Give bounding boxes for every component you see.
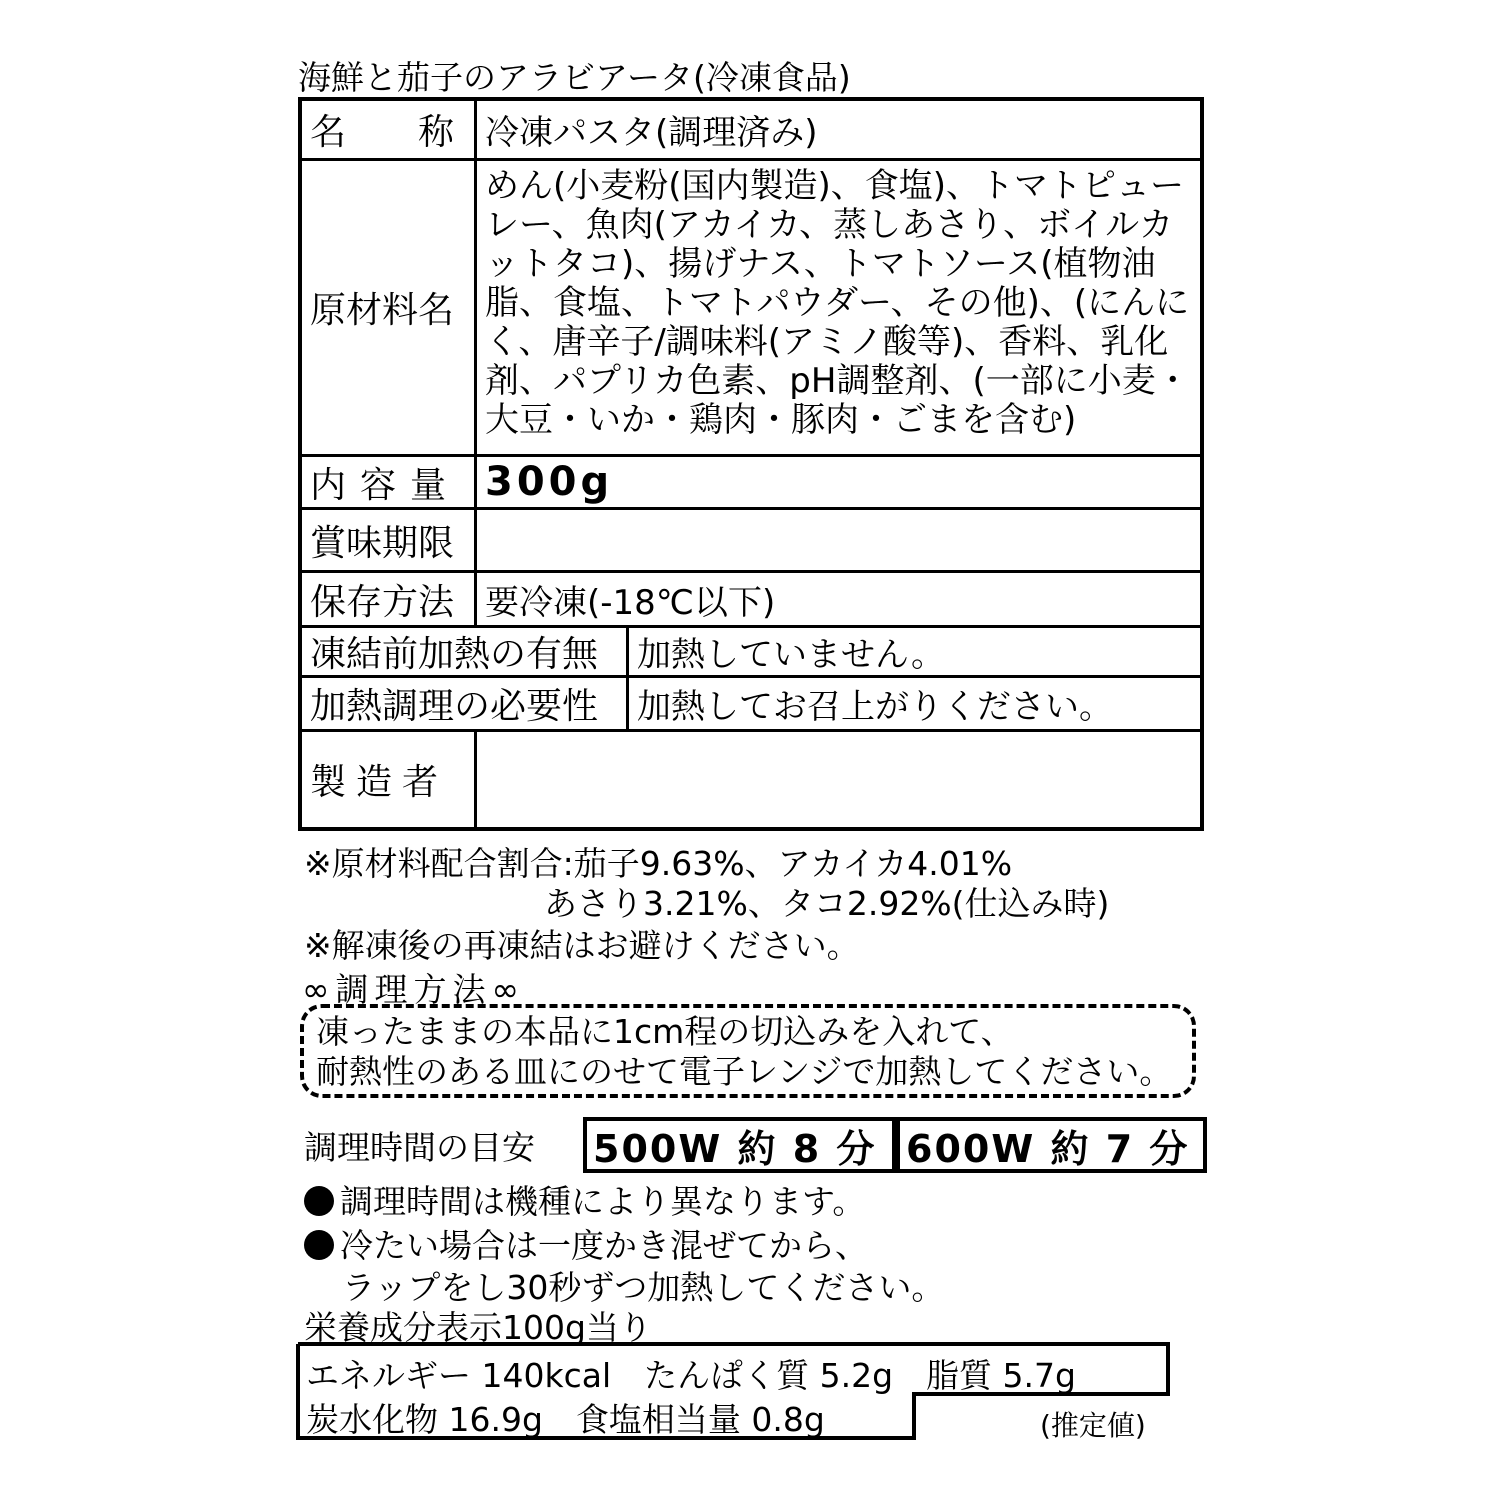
spec-value-ingredients: めん(小麦粉(国内製造)、食塩)、トマトピューレー、魚肉(アカイカ、蒸しあさり、ボイルカットタコ)、揚げナス、トマトソース(植物油脂、食塩、トマトパウダー、その他)、(にんにく、唐辛子/調味料(アミノ酸等)、香料、乳化剤、パプリカ色素、pH調整剤、(一部に小麦・大豆・いか・鶏肉・豚肉・ごまを含む) <box>485 166 1190 440</box>
cook-time-label: 調理時間の目安 <box>304 1128 535 1167</box>
spec-label-storage: 保存方法 <box>302 573 477 625</box>
spec-value-preheat: 加熱していません。 <box>637 635 946 675</box>
bullet-text-2a: 冷たい場合は一度かき混ぜてから、 <box>340 1226 868 1265</box>
spec-row-preheat <box>302 628 1200 678</box>
bullet-note-2 <box>304 1220 868 1267</box>
spec-label-expiry: 賞味期限 <box>302 510 477 570</box>
bullet-text-1: 調理時間は機種により異なります。 <box>340 1182 866 1221</box>
spec-value-cooking: 加熱してお召上がりください。 <box>637 687 1113 727</box>
spec-value-maker <box>477 732 1200 827</box>
method-line1: 凍ったままの本品に1cm程の切込みを入れて、 <box>316 1012 1014 1051</box>
spec-row-maker <box>302 732 1200 827</box>
spec-value-content: 300g <box>485 459 614 505</box>
spec-row-storage <box>302 573 1200 628</box>
bullet-text-2b: ラップをし30秒ずつ加熱してください。 <box>342 1268 945 1307</box>
spec-row-expiry <box>302 510 1200 573</box>
spec-row-cooking <box>302 678 1200 732</box>
spec-value-expiry <box>477 510 1200 570</box>
spec-label-maker: 製造者 <box>302 732 477 827</box>
method-line2: 耐熱性のある皿にのせて電子レンジで加熱してください。 <box>316 1052 1173 1091</box>
ratio-note-line1: ※原材料配合割合:茄子9.63%、アカイカ4.01% <box>304 844 1013 883</box>
nutrition-line2: 炭水化物 16.9g 食塩相当量 0.8g <box>306 1400 825 1439</box>
spec-label-ingredients: 原材料名 <box>302 161 477 454</box>
spec-label-cooking: 加熱調理の必要性 <box>302 678 629 729</box>
refreeze-note: ※解凍後の再凍結はお避けください。 <box>304 926 860 965</box>
method-heading: ∞調理方法∞ <box>302 970 525 1009</box>
spec-row-ingredients <box>302 161 1200 457</box>
method-box <box>300 1004 1196 1098</box>
spec-label-preheat: 凍結前加熱の有無 <box>302 628 629 675</box>
product-title: 海鮮と茄子のアラビアータ(冷凍食品) <box>298 58 851 97</box>
bullet-note-1 <box>304 1176 865 1223</box>
nutrition-line1: エネルギー 140kcal たんぱく質 5.2g 脂質 5.7g <box>306 1356 1076 1395</box>
spec-value-name: 冷凍パスタ(調理済み) <box>485 113 818 153</box>
ratio-note-line2: あさり3.21%、タコ2.92%(仕込み時) <box>544 884 1110 923</box>
spec-row-content <box>302 457 1200 510</box>
nutrition-estimate-note: (推定値) <box>1040 1409 1146 1442</box>
bullet-dot-icon <box>304 1230 334 1260</box>
cook-time-500w: 500W 約 8 分 <box>583 1117 896 1173</box>
spec-label-name: 名 称 <box>302 101 477 158</box>
spec-label-content: 内容量 <box>302 457 477 507</box>
spec-value-storage: 要冷凍(-18℃以下) <box>485 582 776 623</box>
nutrition-heading: 栄養成分表示100g当り <box>304 1308 652 1347</box>
spec-row-name <box>302 101 1200 161</box>
cook-time-600w: 600W 約 7 分 <box>896 1117 1207 1173</box>
spec-table <box>298 97 1204 831</box>
bullet-dot-icon <box>304 1186 334 1216</box>
